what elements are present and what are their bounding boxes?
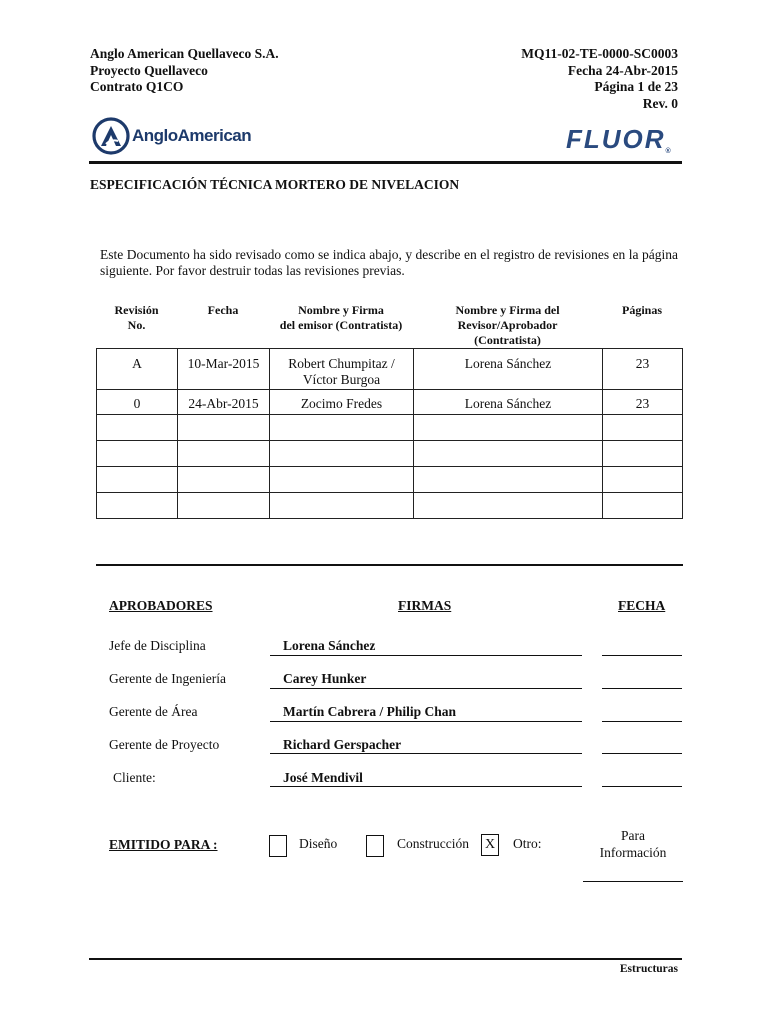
revision-number: Rev. 0 [642,95,678,111]
contract-name: Contrato Q1CO [90,79,184,94]
table-row-empty [97,441,683,467]
cell-revisor: Lorena Sánchez [414,349,603,390]
cell-revision: A [97,349,178,390]
approver-signature: Martín Cabrera / Philip Chan [283,704,457,719]
approver-role: Gerente de Ingeniería [109,671,226,686]
registered-mark: ® [665,148,673,155]
page-number: Página 1 de 23 [594,79,678,94]
table-row-empty [97,415,683,441]
approver-role: Jefe de Disciplina [109,638,206,653]
doc-date: Fecha 24-Abr-2015 [567,62,678,78]
cell-emisor: Robert Chumpitaz / Víctor Burgoa [270,349,414,390]
cell-fecha: 24-Abr-2015 [178,390,270,415]
cell-paginas: 23 [603,390,683,415]
date-heading: FECHA [618,598,666,613]
col-header-revisor: Nombre y Firma del Revisor/Aprobador (Contratista) [455,303,560,347]
approver-signature: Lorena Sánchez [283,638,376,653]
anglo-american-logo [92,117,252,160]
table-row-empty [97,493,683,519]
doc-number: MQ11-02-TE-0000-SC0003 [521,46,678,61]
cell-emisor: Zocimo Fredes [270,390,414,415]
cell-paginas: 23 [603,349,683,390]
checkbox-construction[interactable] [366,835,384,857]
checkbox-design[interactable] [269,835,287,857]
signature-line [270,655,582,656]
cell-fecha: 10-Mar-2015 [178,349,270,390]
col-header-emisor: Nombre y Firma del emisor (Contratista) [279,303,403,332]
date-line [602,655,682,656]
col-header-fecha: Fecha [207,303,239,317]
approver-role: Gerente de Proyecto [109,737,220,752]
approver-role: Gerente de Área [109,704,198,719]
anglo-american-wordmark: AngloAmerican [132,126,252,145]
approver-role: Cliente: [113,770,156,785]
company-name: Anglo American Quellaveco S.A. [90,46,279,61]
approver-signature: Richard Gerspacher [283,737,402,752]
date-line [602,753,682,754]
option-design-label: Diseño [299,836,338,851]
intro-paragraph: Este Documento ha sido revisado como se indica abajo, y describe en el registro de revisiones en la página siguiente. Por favor destruir todas las revisiones previas. [100,247,678,278]
fluor-wordmark: FLUOR [566,124,666,154]
revision-table [96,348,683,519]
header-divider [89,161,682,164]
signature-line [270,753,582,754]
issued-for-label: EMITIDO PARA : [109,837,218,852]
table-row [97,349,683,390]
col-header-paginas: Páginas [621,303,662,317]
date-line [602,688,682,689]
anglo-american-emblem-icon [92,117,130,155]
table-row-empty [97,467,683,493]
header-right [521,46,678,112]
document-title: ESPECIFICACIÓN TÉCNICA MORTERO DE NIVELACION [90,177,460,192]
option-construction-label: Construcción [397,836,469,851]
footer-discipline: Estructuras [619,963,678,975]
approvers-heading: APROBADORES [109,598,213,613]
table-row [97,390,683,415]
cell-revisor: Lorena Sánchez [414,390,603,415]
date-line [602,786,682,787]
approver-signature: Carey Hunker [283,671,367,686]
col-header-revision: Revisión No. [114,303,159,332]
option-other-label: Otro: [513,836,542,851]
fluor-logo [566,124,673,155]
other-purpose-text: Para Información [599,828,667,860]
signature-line [270,721,582,722]
date-line [602,721,682,722]
signature-line [270,786,582,787]
cell-revision: 0 [97,390,178,415]
signature-line [270,688,582,689]
header-left [90,46,279,96]
project-name: Proyecto Quellaveco [90,62,208,78]
other-purpose-line [583,881,683,882]
checkbox-other[interactable]: X [481,834,499,856]
approver-signature: José Mendivil [283,770,363,785]
footer-divider [89,958,682,960]
approvals-divider [96,564,683,566]
signatures-heading: FIRMAS [398,598,452,613]
